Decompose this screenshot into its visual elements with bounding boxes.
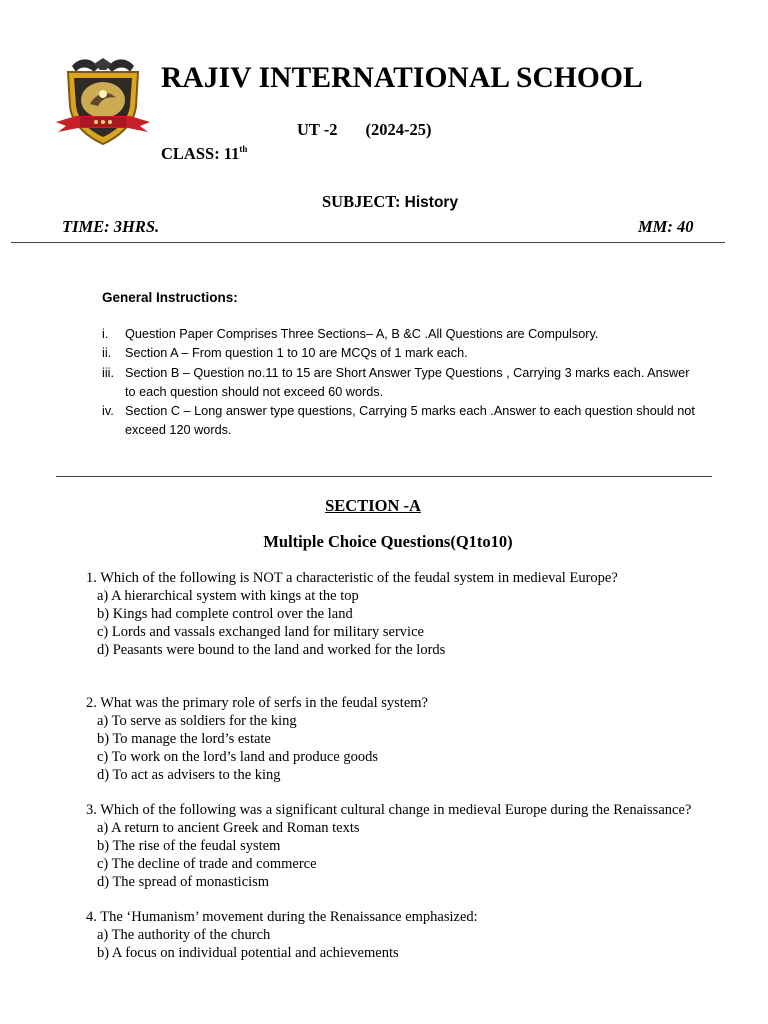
section-a-title: SECTION -A: [325, 496, 421, 515]
option-a: a) A return to ancient Greek and Roman texts: [97, 820, 360, 836]
question-text: 4. The ‘Humanism’ movement during the Renaissance emphasized:: [86, 909, 478, 925]
section-divider: [56, 476, 712, 477]
mcq-subtitle: Multiple Choice Questions(Q1to10): [263, 532, 513, 551]
test-name: UT -2: [297, 120, 338, 139]
class-label: CLASS: 11: [161, 144, 240, 163]
option-a: a) The authority of the church: [97, 927, 271, 943]
instruction-number: iv.: [102, 404, 114, 419]
option-d: d) Peasants were bound to the land and worked for the lords: [97, 642, 446, 658]
instruction-text: Question Paper Comprises Three Sections– A, B &C .All Questions are Compulsory.: [125, 327, 599, 341]
subject-value: History: [404, 194, 459, 211]
subject-label: SUBJECT:: [322, 192, 401, 211]
school-crest-icon: [54, 54, 152, 148]
instruction-item: [102, 364, 702, 403]
time-allowed: TIME: 3HRS.: [62, 217, 160, 236]
question-4: [86, 908, 478, 962]
option-b: b) Kings had complete control over the land: [97, 606, 353, 622]
subject-info: [322, 192, 458, 212]
class-superscript: th: [239, 143, 248, 154]
option-b: b) To manage the lord’s estate: [97, 731, 271, 747]
instruction-item: [102, 344, 702, 363]
instruction-item: [102, 402, 702, 441]
header-divider: [11, 242, 725, 243]
instruction-number: iii.: [102, 365, 114, 380]
school-name: RAJIV INTERNATIONAL SCHOOL: [161, 62, 643, 94]
instruction-number: i.: [102, 327, 109, 341]
option-d: d) The spread of monasticism: [97, 874, 270, 890]
instruction-text: Section B – Question no.11 to 15 are Short Answer Type Questions , Carrying 3 marks each. Answer to each question should not exceed 60 words.: [125, 365, 690, 399]
option-c: c) Lords and vassals exchanged land for military service: [97, 624, 424, 640]
max-marks: MM: 40: [638, 217, 694, 236]
instructions-heading: General Instructions:: [102, 290, 238, 305]
session-year: (2024-25): [365, 120, 432, 139]
instruction-text: Section A – From question 1 to 10 are MCQs of 1 mark each.: [125, 346, 468, 361]
option-a: a) To serve as soldiers for the king: [97, 713, 297, 729]
question-text: 1. Which of the following is NOT a characteristic of the feudal system in medieval Europe?: [86, 570, 618, 586]
option-b: b) The rise of the feudal system: [97, 838, 281, 854]
question-1: [86, 569, 618, 659]
option-c: c) The decline of trade and commerce: [97, 856, 317, 872]
question-3: [86, 801, 691, 891]
instruction-number: ii.: [102, 346, 112, 361]
test-info: [297, 120, 431, 140]
question-text: 3. Which of the following was a significant cultural change in medieval Europe during the Renaissance?: [86, 802, 692, 818]
instruction-item: [102, 325, 702, 344]
instructions-list: [102, 325, 702, 441]
class-info: [161, 144, 247, 164]
option-a: a) A hierarchical system with kings at the top: [97, 588, 359, 604]
question-2: [86, 694, 428, 784]
option-b: b) A focus on individual potential and achievements: [97, 945, 399, 961]
option-c: c) To work on the lord’s land and produce goods: [97, 749, 379, 765]
instruction-text: Section C – Long answer type questions, Carrying 5 marks each .Answer to each question should not exceed 120 words.: [125, 404, 695, 438]
option-d: d) To act as advisers to the king: [97, 767, 281, 783]
question-text: 2. What was the primary role of serfs in the feudal system?: [86, 695, 428, 711]
